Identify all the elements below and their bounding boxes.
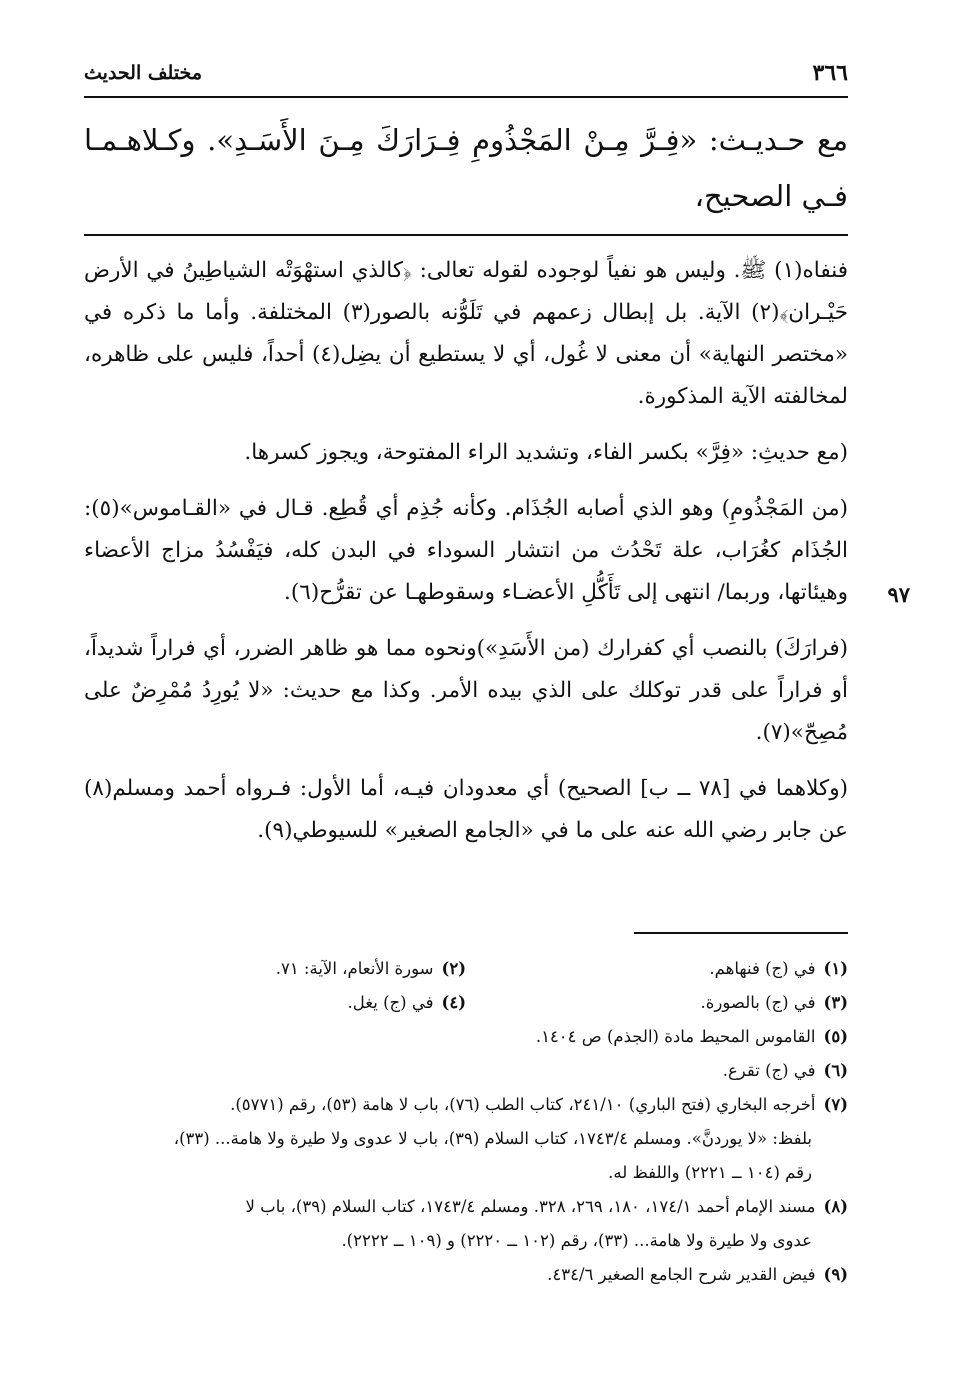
running-title: مختلف الحديث — [84, 62, 202, 84]
commentary-paragraph: (وكلاهما في [٧٨ ــ ب] الصحيح) أي معدودان فيـه، أما الأول: فـرواه أحمد ومسلم(٨) عن جابر رضي الله عنه على ما في «الجامع الصغير» للسيوطي(٩). — [84, 776, 848, 843]
footnote-rule — [634, 932, 848, 934]
footnote-8-continuation: عدوى ولا طيرة ولا هامة... (٣٣)، رقم (١٠٢ ــ ٢٢٢٠) و (١٠٩ ــ ٢٢٢٢). — [341, 1231, 812, 1250]
commentary-paragraph: (فرارَكَ) بالنصب أي كفرارك (من الأَسَدِ»)ونحوه مما هو ظاهر الضرر، أي فراراً شديداً، أو فراراً على قدر توكلك على الذي بيده الأمر. وكذا مع حديث: «لا يُورِدُ مُمْرِضٌ على مُصِحّ»(٧). — [84, 636, 848, 745]
commentary-body — [84, 250, 848, 866]
footnote-3: (٣)في (ج) بالصورة. — [700, 993, 848, 1012]
footnote-7-continuation: بلفظ: «لا يوردنَّ». ومسلم ١٧٤٣/٤، كتاب السلام (٣٩)، باب لا عدوى ولا طيرة ولا هامة... (٣٣)، — [173, 1129, 812, 1148]
footnote-8: (٨)مسند الإمام أحمد ١٧٤/١، ١٨٠، ٢٦٩، ٣٢٨. ومسلم ١٧٤٣/٤، كتاب السلام (٣٩)، باب لا — [245, 1197, 848, 1216]
manuscript-folio-marker: ٩٧ — [887, 582, 910, 607]
matn-divider — [84, 234, 848, 236]
commentary-paragraph: (من المَجْذُومِ) وهو الذي أصابه الجُذَام. وكأنه جُذِم أي قُطِع. قـال في «القـاموس»(٥): الجُذَام كغُرَاب، علة تَحْدُث من انتشار السوداء في البدن كله، فيَفْسُدُ مزاج الأعضاء وهيئاتها، وربما/ انتهى إلى تَأَكُّلِ الأعضـاء وسقوطهـا عن تقرُّح(٦). — [84, 496, 848, 605]
commentary-paragraph: (مع حديثِ: «فِرَّ» بكسر الفاء، وتشديد الراء المفتوحة، ويجوز كسرها. — [244, 440, 848, 465]
footnotes — [84, 952, 848, 1292]
footnote-7: (٧)أخرجه البخاري (فتح الباري) ٢٤١/١٠، كتاب الطب (٧٦)، باب لا هامة (٥٣)، رقم (٥٧٧١). — [230, 1095, 848, 1114]
footnote-9: (٩)فيض القدير شرح الجامع الصغير ٤٣٤/٦. — [547, 1265, 848, 1284]
page-header — [84, 52, 848, 98]
footnote-4: (٤)في (ج) يغل. — [347, 993, 466, 1012]
footnote-1: (١)في (ج) فنهاهم. — [709, 959, 848, 978]
footnote-6: (٦)في (ج) تقرع. — [722, 1061, 848, 1080]
footnote-2: (٢)سورة الأنعام، الآية: ٧١. — [275, 959, 466, 978]
commentary-paragraph: فنفاه(١) ﷺ. وليس هو نفياً لوجوده لقوله تعالى: ﴿كالذي استهْوَتْه الشياطِينُ في الأرض حَيْـران﴾(٢) الآية. بل إبطال زعمهم في تَلَوُّنه بالصور(٣) المختلفة. وأما ما ذكره في «مختصر النهاية» أن معنى لا غُول، أي لا يستطيع أن يضِل(٤) أحداً، فليس على ظاهره، لمخالفته الآية المذكورة. — [84, 258, 848, 409]
book-page — [84, 0, 910, 1388]
matn-text: مع حـديـث: «فِـرَّ مِـنْ المَجْذُومِ فِـرَارَكَ مِـنَ الأَسَـدِ». وكـلاهـمـا فـي الصحيح، — [84, 123, 848, 213]
footnote-5: (٥)القاموس المحيط مادة (الجذم) ص ١٤٠٤. — [535, 1027, 848, 1046]
footnote-7-continuation: رقم (١٠٤ ــ ٢٢٢١) واللفظ له. — [608, 1163, 812, 1182]
page-number: ٣٦٦ — [812, 60, 848, 86]
